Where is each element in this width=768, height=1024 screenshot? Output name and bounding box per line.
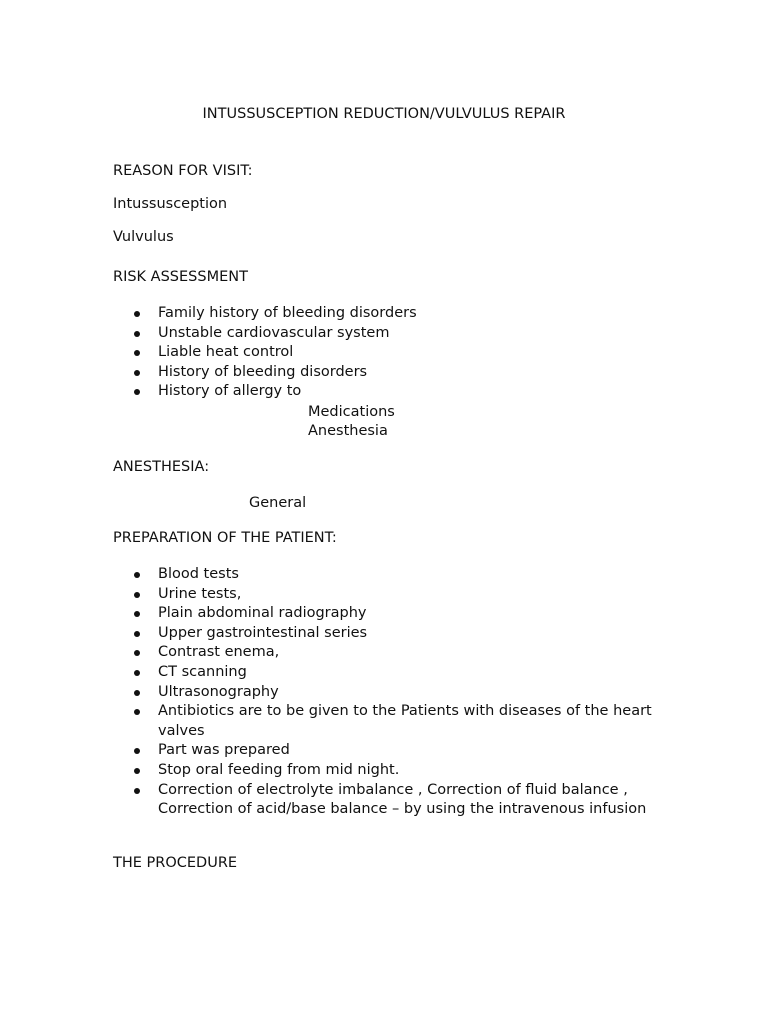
list-item: Urine tests,	[113, 585, 673, 605]
list-item: Liable heat control	[113, 343, 673, 363]
bullet-icon	[134, 592, 140, 598]
bullet-icon	[134, 611, 140, 617]
bullet-icon	[134, 311, 140, 317]
procedure-heading: THE PROCEDURE	[113, 855, 238, 871]
reason-item: Intussusception	[113, 196, 228, 212]
preparation-heading: PREPARATION OF THE PATIENT:	[113, 530, 337, 546]
list-item: CT scanning	[113, 663, 673, 683]
allergy-sub-item: Medications	[308, 404, 395, 420]
list-item: Stop oral feeding from mid night.	[113, 761, 673, 781]
bullet-icon	[134, 331, 140, 337]
list-item: History of bleeding disorders	[113, 363, 673, 383]
bullet-icon	[134, 631, 140, 637]
risk-list	[113, 304, 673, 402]
list-item: Ultrasonography	[113, 683, 673, 703]
reason-item: Vulvulus	[113, 229, 174, 245]
list-item: Antibiotics are to be given to the Patients with diseases of the heart valves	[113, 702, 673, 741]
list-item: Blood tests	[113, 565, 673, 585]
reason-heading: REASON FOR VISIT:	[113, 163, 253, 179]
bullet-icon	[134, 650, 140, 656]
list-item: Upper gastrointestinal series	[113, 624, 673, 644]
preparation-list	[113, 565, 673, 820]
list-item: Correction of electrolyte imbalance , Correction of fluid balance , Correction of acid/base balance – by using the intravenous infusion	[113, 781, 673, 820]
risk-heading: RISK ASSESSMENT	[113, 269, 248, 285]
list-item: Part was prepared	[113, 741, 673, 761]
bullet-icon	[134, 768, 140, 774]
anesthesia-value: General	[249, 495, 307, 511]
list-item: Plain abdominal radiography	[113, 604, 673, 624]
document-title: INTUSSUSCEPTION REDUCTION/VULVULUS REPAIR	[202, 106, 566, 122]
bullet-icon	[134, 572, 140, 578]
bullet-icon	[134, 370, 140, 376]
bullet-icon	[134, 748, 140, 754]
bullet-icon	[134, 670, 140, 676]
anesthesia-heading: ANESTHESIA:	[113, 459, 210, 475]
list-item: History of allergy to	[113, 382, 673, 402]
bullet-icon	[134, 350, 140, 356]
bullet-icon	[134, 788, 140, 794]
bullet-icon	[134, 709, 140, 715]
bullet-icon	[134, 690, 140, 696]
list-item: Unstable cardiovascular system	[113, 324, 673, 344]
allergy-sub-item: Anesthesia	[308, 423, 388, 439]
bullet-icon	[134, 389, 140, 395]
list-item: Family history of bleeding disorders	[113, 304, 673, 324]
list-item: Contrast enema,	[113, 643, 673, 663]
